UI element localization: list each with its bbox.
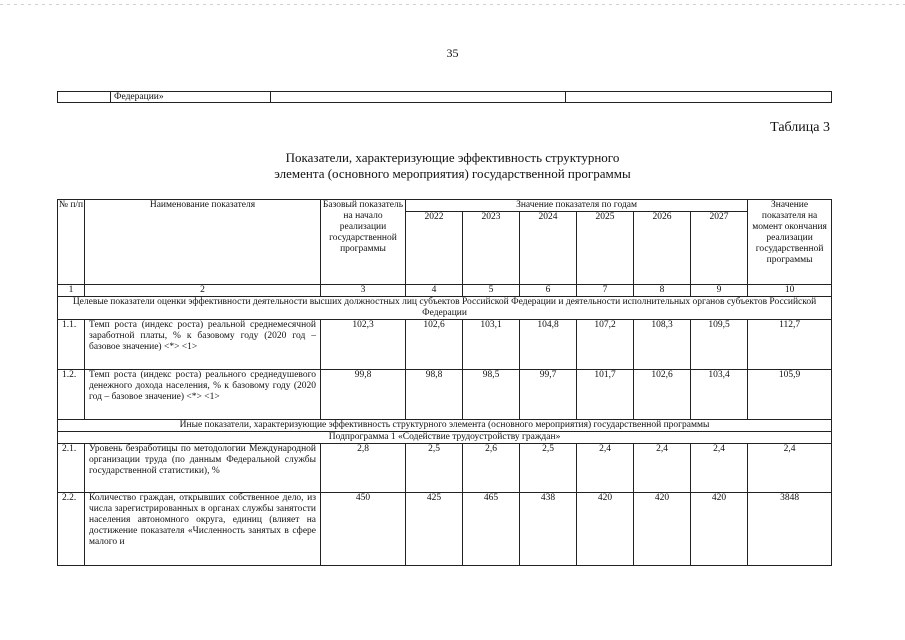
year-value: 420	[634, 493, 691, 566]
section-heading: Иные показатели, характеризующие эффективность структурного элемента (основного мероприятия) государственной программы	[58, 420, 832, 432]
year-value: 103,4	[691, 370, 748, 420]
year-value: 2,6	[463, 444, 520, 493]
year-value: 2,4	[634, 444, 691, 493]
indicator-name: Уровень безработицы по методологии Международной организации труда (по данным Федеральной службы государственной статистики), %	[85, 444, 321, 493]
scan-artifact-line	[0, 4, 905, 5]
column-number: 8	[634, 285, 691, 297]
year-value: 109,5	[691, 320, 748, 370]
row-number: 2.2.	[58, 493, 85, 566]
subsection-heading: Подпрограмма 1 «Содействие трудоустройству граждан»	[58, 432, 832, 444]
table-row	[58, 493, 832, 566]
header-year: 2027	[691, 212, 748, 285]
year-value: 420	[577, 493, 634, 566]
column-number: 4	[406, 285, 463, 297]
header-year: 2022	[406, 212, 463, 285]
year-value: 103,1	[463, 320, 520, 370]
year-value: 102,6	[406, 320, 463, 370]
year-value: 102,6	[634, 370, 691, 420]
year-value: 425	[406, 493, 463, 566]
row-number: 1.1.	[58, 320, 85, 370]
indicators-table	[57, 199, 832, 566]
final-value: 105,9	[748, 370, 832, 420]
year-value: 2,4	[577, 444, 634, 493]
year-value: 420	[691, 493, 748, 566]
column-number-row	[58, 285, 832, 297]
table-header-row	[58, 200, 832, 212]
year-value: 438	[520, 493, 577, 566]
header-year: 2026	[634, 212, 691, 285]
column-number: 9	[691, 285, 748, 297]
row-number: 2.1.	[58, 444, 85, 493]
year-value: 2,5	[520, 444, 577, 493]
final-value: 112,7	[748, 320, 832, 370]
section-row	[58, 420, 832, 432]
year-value: 99,7	[520, 370, 577, 420]
year-value: 465	[463, 493, 520, 566]
base-value: 99,8	[321, 370, 406, 420]
indicator-name: Темп роста (индекс роста) реальной среднемесячной заработной платы, % к базовому году (2020 год – базовое значение) <*> <1>	[85, 320, 321, 370]
final-value: 3848	[748, 493, 832, 566]
year-value: 108,3	[634, 320, 691, 370]
column-number: 1	[58, 285, 85, 297]
table-caption: Таблица 3	[770, 120, 830, 135]
year-value: 104,8	[520, 320, 577, 370]
page-number: 35	[446, 46, 459, 60]
table-row	[58, 320, 832, 370]
year-value: 98,8	[406, 370, 463, 420]
table-row	[58, 370, 832, 420]
header-year: 2024	[520, 212, 577, 285]
base-value: 102,3	[321, 320, 406, 370]
header-years-group: Значение показателя по годам	[406, 200, 748, 212]
header-num: № п/п	[58, 200, 85, 285]
header-name: Наименование показателя	[85, 200, 321, 285]
table-row	[58, 444, 832, 493]
header-base: Базовый показатель на начало реализации государственной программы	[321, 200, 406, 285]
column-number: 5	[463, 285, 520, 297]
section-row	[58, 297, 832, 320]
table-cell	[566, 92, 832, 103]
final-value: 2,4	[748, 444, 832, 493]
base-value: 2,8	[321, 444, 406, 493]
table-cell	[271, 92, 566, 103]
column-number: 10	[748, 285, 832, 297]
table-cell: Федерации»	[111, 92, 271, 103]
year-value: 98,5	[463, 370, 520, 420]
title-line: элемента (основного мероприятия) государственной программы	[274, 166, 631, 181]
column-number: 7	[577, 285, 634, 297]
section-heading: Целевые показатели оценки эффективности деятельности высших должностных лиц субъектов Российской Федерации и деятельности исполнительных органов субъектов Российской Федерации	[58, 297, 832, 320]
year-value: 2,4	[691, 444, 748, 493]
previous-table-fragment	[57, 91, 832, 103]
title-line: Показатели, характеризующие эффективность структурного	[285, 150, 620, 165]
indicator-name: Количество граждан, открывших собственное дело, из числа зарегистрированных в органах службы занятости населения автономного округа, единиц (влияет на достижение показателя «Численность занятых в сфере малого и	[85, 493, 321, 566]
year-value: 101,7	[577, 370, 634, 420]
header-final: Значение показателя на момент окончания реализации государственной программы	[748, 200, 832, 285]
table-cell	[58, 92, 111, 103]
year-value: 2,5	[406, 444, 463, 493]
header-year: 2023	[463, 212, 520, 285]
subsection-row	[58, 432, 832, 444]
document-title	[0, 150, 905, 182]
header-year: 2025	[577, 212, 634, 285]
column-number: 2	[85, 285, 321, 297]
column-number: 6	[520, 285, 577, 297]
base-value: 450	[321, 493, 406, 566]
row-number: 1.2.	[58, 370, 85, 420]
year-value: 107,2	[577, 320, 634, 370]
indicator-name: Темп роста (индекс роста) реального среднедушевого денежного дохода населения, % к базовому году (2020 год – базовое значение) <*> <1>	[85, 370, 321, 420]
table-row	[58, 92, 832, 103]
column-number: 3	[321, 285, 406, 297]
